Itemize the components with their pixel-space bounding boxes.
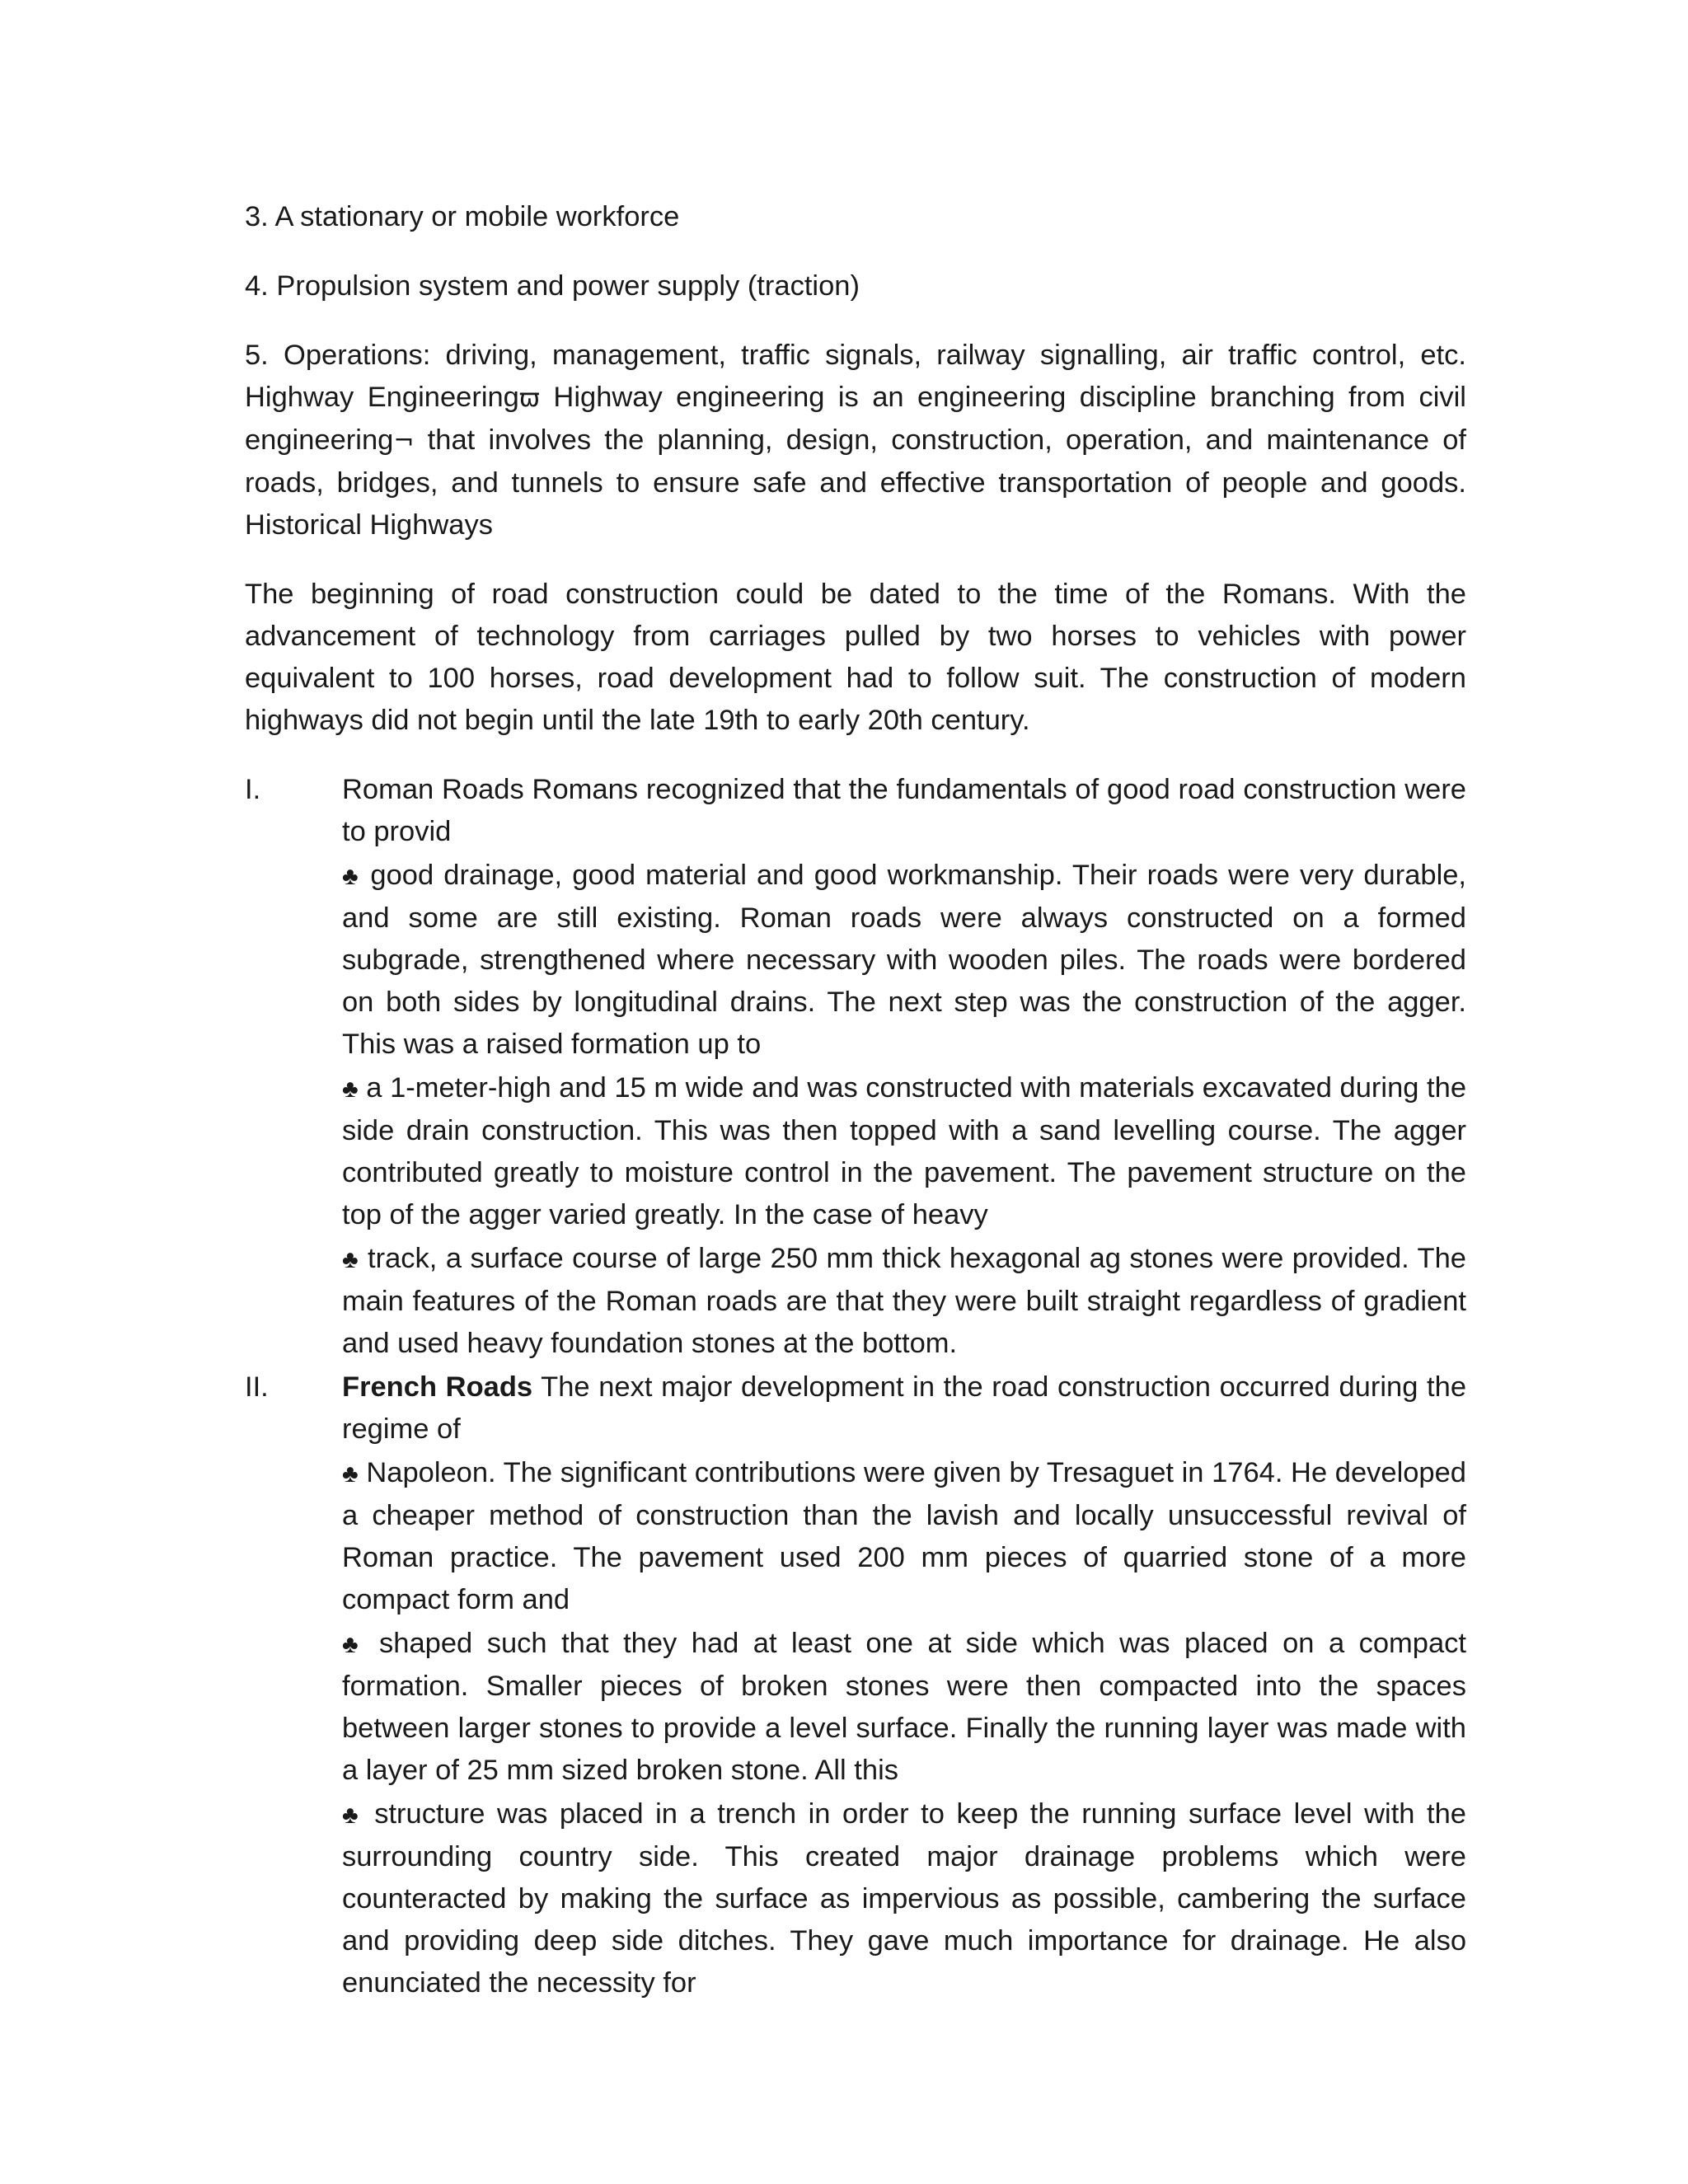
list-item-number: II.	[245, 1371, 269, 1403]
club-bullet-icon: ♣	[342, 1076, 359, 1103]
sub-paragraph	[342, 1793, 1466, 2004]
list-item-intro: Romans recognized that the fundamentals of good road construction were to provid	[342, 774, 1466, 847]
list-item-intro: The next major development in the road construction occurred during the regime of	[342, 1371, 1467, 1445]
list-item-roman-roads	[245, 769, 1466, 1365]
sub-paragraph	[342, 855, 1466, 1066]
sub-paragraph	[342, 1623, 1466, 1792]
paragraph-operations-highway-engineering	[245, 335, 1466, 546]
paragraph-road-construction-history: The beginning of road construction could be dated to the time of the Romans. With the advancement of technology from carriages pulled by two horses to vehicles with power equivalent to 100 horses, road development had to follow suit. The construction of modern highways did not begin until the late 19th to early 20th century.	[245, 579, 1466, 736]
sub-paragraph-text: structure was placed in a trench in order to keep the running surface level with the surrounding country side. This created major drainage problems which were counteracted by making the surface as impervious as possible, cambering the surface and providing deep side ditches. They gave much importance for drainage. He also enunciated the necessity for	[342, 1798, 1466, 1999]
paragraph-highway-definition-rest: that involves the planning, design, construction, operation, and maintenance of roads, bridges, and tunnels to ensure safe and effective transportation of people and goods. Historical Highways	[245, 424, 1466, 541]
paragraph-workforce: 3. A stationary or mobile workforce	[245, 201, 680, 232]
sub-paragraph-text: good drainage, good material and good workmanship. Their roads were very durable, and some are still existing. Roman roads were always constructed on a formed subgrade, strengthened where necessary with wooden piles. The roads were bordered on both sides by longitudinal drains. The next step was the construction of the agger. This was a raised formation up to	[342, 860, 1467, 1060]
club-bullet-icon: ♣	[342, 1246, 359, 1273]
sub-paragraph	[342, 1067, 1466, 1236]
club-bullet-icon: ♣	[342, 1631, 365, 1658]
sub-paragraph-text: shaped such that they had at least one at side which was placed on a compact formation. Smaller pieces of broken stones were then compacted into the spaces between larger stones to provide a level surface. Finally the running layer was made with a layer of 25 mm sized broken stone. All this	[342, 1628, 1466, 1786]
paragraph-propulsion: 4. Propulsion system and power supply (traction)	[245, 270, 860, 302]
paragraph-highway-definition-text: Highway engineering is an engineering discipline branching from civil engineering	[245, 382, 1466, 456]
list-item-heading	[342, 769, 1466, 853]
sub-paragraph	[342, 1452, 1466, 1621]
sub-paragraph-text: track, a surface course of large 250 mm thick hexagonal ag stones were provided. The main features of the Roman roads are that they were built straight regardless of gradient and used heavy foundation stones at the bottom.	[342, 1243, 1466, 1359]
list-item-french-roads	[245, 1366, 1466, 2004]
sub-paragraph	[342, 1238, 1466, 1365]
sub-paragraph-text: a 1-meter-high and 15 m wide and was constructed with materials excavated during the side drain construction. This was then topped with a sand levelling course. The agger contributed greatly to moisture control in the pavement. The pavement structure on the top of the agger varied greatly. In the case of heavy	[342, 1072, 1467, 1230]
varpi-symbol: ϖ	[518, 384, 540, 413]
list-item-heading	[342, 1366, 1466, 1451]
list-item-number: I.	[245, 774, 261, 805]
club-bullet-icon: ♣	[342, 1460, 359, 1488]
not-sign-symbol: ¬	[393, 427, 415, 456]
paragraph-operations-text: 5. Operations: driving, management, traffic signals, railway signalling, air traffic control, etc. Highway Engineering	[245, 340, 1466, 413]
club-bullet-icon: ♣	[342, 1802, 363, 1829]
list-item-title: French Roads	[342, 1371, 533, 1403]
list-item-title: Roman Roads	[342, 774, 524, 805]
club-bullet-icon: ♣	[342, 863, 361, 890]
document-body	[245, 196, 1466, 2006]
sub-paragraph-text: Napoleon. The significant contributions were given by Tresaguet in 1764. He developed a cheaper method of construction than the lavish and locally unsuccessful revival of Roman practice. The pavement used 200 mm pieces of quarried stone of a more compact form and	[342, 1457, 1466, 1615]
